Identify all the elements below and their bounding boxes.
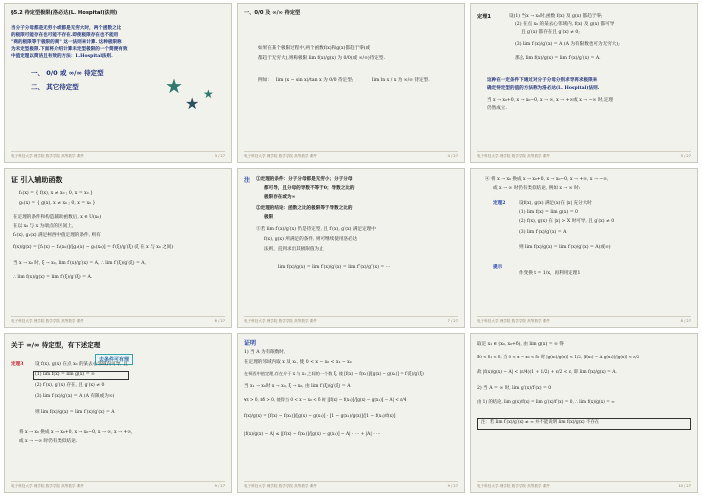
theorem-2-cond-3: (3) lim f′(x)/g′(x) = A xyxy=(519,230,567,235)
theorem-2-cond-1: (1) lim f(x) = lim g(x) = 0 xyxy=(519,210,578,215)
theorem-2-cond-2: (2) f(x), g(x) 在 |x| > X 时可导, 且 g′(x) ≠ 0 xyxy=(519,219,615,224)
star-icon: ★ xyxy=(203,87,214,101)
slide-2-heading: 一、0/0 及 ∞/∞ 待定型 xyxy=(244,10,301,16)
intro-line-1: 当分子分母都是无穷小或都是无穷大时，两个函数之比 xyxy=(11,26,122,31)
slide-footer: 电子科技大学 理学院 数学学院 高等数学 课件 9 / 27 xyxy=(11,481,225,489)
note-1-line-3: 极限存在或为∞ xyxy=(264,195,296,200)
theorem-1-note-3: 当 x → x₀+0, x → x₀−0, x → ∞, x → +∞或 x → −∞ 时,定理 xyxy=(487,98,613,103)
example-label: 例如： xyxy=(258,78,272,83)
note-3-line-2: f(x), g(x) 所满足的条件, 则可继续使用洛必达 xyxy=(264,237,358,242)
proof-step-5: ∀ε > 0, ∃δ > 0, 使得当 0 < x − x₀ < δ 时 |[f(x) − f(x₁)]/[g(x) − g(x₁)] − A| < ε/4 xyxy=(244,397,407,402)
aux-function-f1: f₁(x) = { f(x), x ≠ x₀ ; 0, x = x₀ } xyxy=(19,191,93,196)
toc-item-1: 一、 0/0 或 ∞/∞ 待定型 xyxy=(31,69,104,77)
proof-line-6: ∴ lim f(x)/g(x) = lim f′(ξ)/g′(ξ) = A. xyxy=(13,275,93,280)
star-icon: ★ xyxy=(165,74,183,98)
theorem-1-note-2: 确定待定型的值的方法称为洛必达(L. Hospital)法则. xyxy=(487,86,600,91)
proof-line-3: f₁(x), g₁(x) 满足柯西中值定理的条件, 则有 xyxy=(13,233,101,238)
slide-8 xyxy=(237,333,465,493)
example-1: lim (x − sin x)/tan x 为 0/0 待定型; xyxy=(276,78,354,83)
note-3-line-1: ③若 lim f′(x)/g′(x) 仍是待定型, 且 f′(x), g′(x) 满足定理中 xyxy=(256,227,376,232)
repeated-lhopital-chain: lim f(x)/g(x) = lim f′(x)/g′(x) = lim f″(x)/g″(x) = ⋯ xyxy=(278,265,391,270)
definition-line-1: 如果在某个极限过程中,两个函数f(x)和g(x)都趋于零(或 xyxy=(258,46,371,51)
hint-label: 提示 xyxy=(493,265,503,270)
theorem-1-cond-2: (2) 在点 x₀ 的某去心邻域内, f(x) 及 g(x) 都可导 xyxy=(515,22,615,27)
note-2-line-1: ②定理的结论：函数之比的极限等于导数之比的 xyxy=(256,206,353,211)
slide-footer: 电子科技大学 理学院 数学学院 高等数学 课件 7 / 27 xyxy=(244,316,458,324)
theorem-3-title: 定理3 xyxy=(11,362,24,367)
callout-bubble: 去条件可有理 xyxy=(95,354,133,365)
proof-line-4: f(x)/g(x) = [f₁(x) − f₁(x₀)]/[g₁(x) − g₁(x₀)] = f′(ξ)/g′(ξ) (ξ 在 x 与 x₀ 之间) xyxy=(13,245,174,250)
note-4-line-2: 或 x → ∞ 时仍有类似结论, 例如 x → ∞ 时: xyxy=(493,186,581,191)
slide-3 xyxy=(470,3,698,163)
slide-footer: 电子科技大学 理学院 数学学院 高等数学 课件 5 / 27 xyxy=(477,151,691,159)
slide-5 xyxy=(237,168,465,328)
example-2: lim ln x / x 为 ∞/∞ 待定型. xyxy=(372,78,430,83)
slide-footer: 电子科技大学 理学院 数学学院 高等数学 课件 9 / 27 xyxy=(244,481,458,489)
slide-4 xyxy=(4,168,232,328)
proof-title: 证明 xyxy=(244,340,257,347)
slide-9 xyxy=(470,333,698,493)
proof-line-1: 在定理的条件和构造辅助函数后, x ∈ U(x₀) xyxy=(13,215,102,220)
intro-line-4: 为未定型极限.下面将介绍计算未定型极限的一个简便有效 xyxy=(11,47,128,52)
slide-1-title: §5.2 待定型极限(洛必达(L. Hospital)法则) xyxy=(11,10,118,16)
theorem-1-conclusion: 那么 lim f(x)/g(x) = lim f′(x)/g′(x) = A. xyxy=(515,56,601,61)
proof-cont-5: 由 1) 的结论, lim g(x)/f(x) = lim g′(x)/f′(x) = 0, ∴ lim f(x)/g(x) = ∞ xyxy=(477,400,615,405)
proof-step-4: 当 x₁ → x₀时 x → x₀, ξ → x₀, 由 lim f′(ξ)/g′(ξ) = A xyxy=(244,384,351,389)
slide-1 xyxy=(4,3,232,163)
proof-step-6: f(x)/g(x) = [f(x) − f(x₁)]/[g(x) − g(x₁)] · [1 − g(x₁)/g(x)]/[1 − f(x₁)/f(x)] xyxy=(244,414,396,419)
proof-step-1: 1) 当 A 为有限数时, xyxy=(244,350,286,355)
hint-text: 作变换 t = 1/x，再利用定理1 xyxy=(519,271,581,276)
toc-item-2: 二、 其它待定型 xyxy=(31,83,79,91)
proof-step-3: 在柯西中值定理,存在介于 x 与 x₁ 之间的一个数 ξ, 使 [f(x) − f(x₁)]/[g(x) − g(x₁)] = f′(ξ)/g′(ξ) xyxy=(244,371,424,376)
theorem-1-cond-3: (3) lim f′(x)/g′(x) = A (A 为有限数也可为无穷大); xyxy=(515,42,620,47)
proof-step-7: |f(x)/g(x) − A| ≤ |[f(x) − f(x₁)]/[g(x) − g(x₁)] − A| · ⋯ + |A| · ⋯ xyxy=(244,432,381,437)
intro-line-2: 的极限可能存在也可能不存在.即使极限存在也不能用 xyxy=(11,33,119,38)
theorem-1-cond-1: 设(1) 当x → x₀时,函数 f(x) 及 g(x) 都趋于零; xyxy=(509,14,603,19)
note-4-line-1: ④ 将 x → x₀ 换成 x → x₀+0, x → x₀−0, x → +∞, x → −∞, xyxy=(485,177,609,182)
theorem-3-cond-2: (2) f′(x), g′(x) 存在, 且 g′(x) ≠ 0 xyxy=(35,383,105,388)
theorem-2-title: 定理2 xyxy=(493,201,506,206)
theorem-1-cond-2b: 且 g′(x) 都存在且 g′(x) ≠ 0; xyxy=(521,30,580,35)
note-1-line-1: ①定理的条件：分子分母都是无穷小；分子分母 xyxy=(256,177,353,182)
theorem-1-note-4: 仍然成立. xyxy=(487,106,507,111)
definition-line-2: 都趋于无穷大),则称极限 lim f(x)/g(x) 为 0/0(或 ∞/∞)待定型. xyxy=(258,56,385,61)
proof-cont-4: 2) 当 A = ∞ 时, lim g′(x)/f′(x) = 0 xyxy=(477,386,552,391)
intro-line-5: 中值定理以简洁且有效的方法：L.Hospital法则. xyxy=(11,54,113,59)
proof-cont-2: ∃0 < δ₁ < δ, 当 0 < x − x₀ < δ₁ 时 |g(x₁)/g(x)| < 1/2, |f(x₁) − A g(x₁)|/|g(x)| < ε/2 xyxy=(477,354,640,359)
note-3-line-3: 法则，直到求出其极限值为止 xyxy=(264,247,324,252)
slide-footer: 电子科技大学 理学院 数学学院 高等数学 课件 3 / 27 xyxy=(11,151,225,159)
slide-2 xyxy=(237,3,465,163)
slide-footer: 电子科技大学 理学院 数学学院 高等数学 课件 8 / 27 xyxy=(477,316,691,324)
theorem-1-note-1: 这种在一定条件下通过对分子分母分别求导再求极限来 xyxy=(487,78,598,83)
proof-line-2: 在以 x₀ 与 x 为端点的区间上, xyxy=(13,224,74,229)
theorem-2-conclusion: 则 lim f(x)/g(x) = lim f′(x)/g′(x) = A(或∞) xyxy=(519,245,611,250)
proof-line-5: 当 x → x₀ 时, ξ → x₀, lim f′(x)/g′(x) = A, ∴ lim f′(ξ)/g′(ξ) = A, xyxy=(13,261,147,266)
proof-heading: 证 引入辅助函数 xyxy=(11,176,63,184)
slide-footer: 电子科技大学 理学院 数学学院 高等数学 课件 10 / 27 xyxy=(477,481,691,489)
theorem-3-ext-2: 或 x → −∞ 时仍有类似结论. xyxy=(19,439,78,444)
remark-text: 注：若 lim f′(x)/g′(x) ≠ ∞ 并不能说明 lim f(x)/g(x) 不存在 xyxy=(481,420,600,425)
theorem-3-ext-1: 将 x → x₀ 换成 x → x₀+0, x → x₀−0, x → ∞, x → +∞, xyxy=(19,430,133,435)
slide-6 xyxy=(470,168,698,328)
proof-cont-3: 故 |f(x)/g(x) − A| < (ε/4)(1 + 1/2) + ε/2 < ε, 即 lim f(x)/g(x) = A. xyxy=(477,370,617,375)
slide-footer: 电子科技大学 理学院 数学学院 高等数学 课件 6 / 27 xyxy=(11,316,225,324)
theorem-2-cond-0: 设f(x), g(x) 满足(x)在 |x| 充分大时 xyxy=(519,201,592,206)
note-2-line-2: 极限 xyxy=(264,215,274,220)
theorem-3-cond-3: (3) lim f′(x)/g′(x) = A (A 有限或为∞) xyxy=(35,394,115,399)
theorem-3-cond-1: (1) lim f(x) = lim g(x) = ∞ xyxy=(35,372,95,377)
theorem-3-conclusion: 则 lim f(x)/g(x) = lim f′(x)/g′(x) = A xyxy=(35,410,115,415)
slide-7 xyxy=(4,333,232,493)
slide-7-heading: 关于 ∞/∞ 待定型，有下述定理 xyxy=(11,341,101,349)
note-1-line-2: 都可导，且分母的导数不等于0；导数之比的 xyxy=(264,186,355,191)
proof-step-2: 在定理的邻域内取 x 及 x₁, 使 0 < x − x₀ < x₁ − x₀ xyxy=(244,360,352,365)
note-label: 注 xyxy=(244,177,251,184)
aux-function-g1: g₁(x) = { g(x), x ≠ x₀ ; 0, x = x₀ } xyxy=(19,201,96,206)
intro-line-3: "商的极限等于极限的商" 这一法则来计算. 这种极限称 xyxy=(11,40,122,45)
theorem-3-premise: 设 f(x), g(x) 在点 x₀ 的某去心邻域内可导, 且 xyxy=(35,362,128,367)
proof-cont-1: 取定 x₁ ∈ (x₀, x₀+δ), 由 lim g(x) = ∞ 得 xyxy=(477,342,564,347)
theorem-1-title: 定理1 xyxy=(477,14,491,20)
star-icon: ★ xyxy=(185,94,200,113)
slide-footer: 电子科技大学 理学院 数学学院 高等数学 课件 4 / 27 xyxy=(244,151,458,159)
